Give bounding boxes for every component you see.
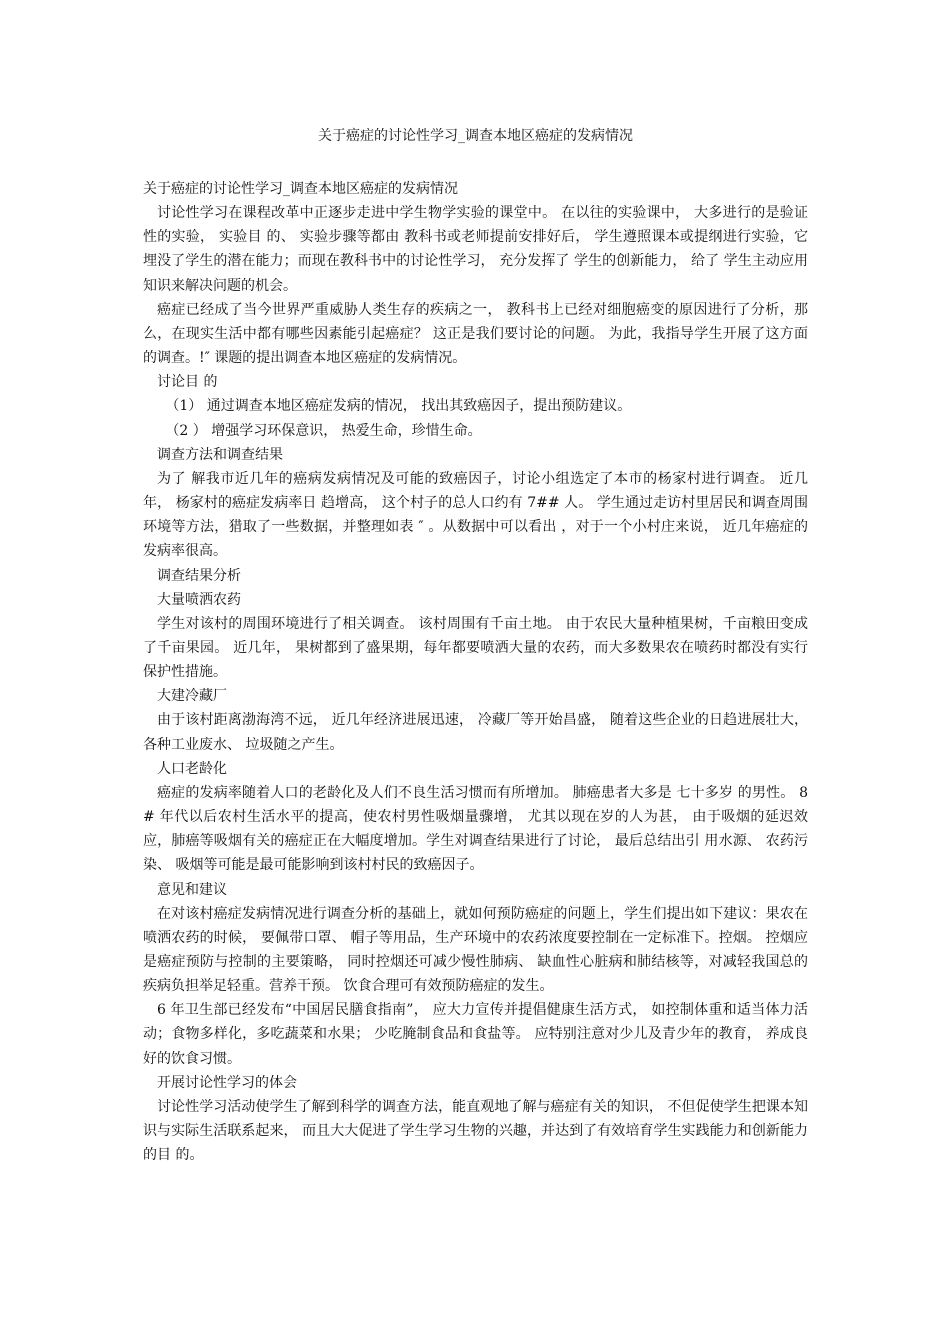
goal-item-1: （1） 通过调查本地区癌症发病的情况， 找出其致癌因子，提出预防建议。 — [165, 398, 632, 415]
reflection-heading: 开展讨论性学习的体会 — [157, 1074, 297, 1091]
aging-paragraph: 癌症的发病率随着人口的老龄化及人们不良生活习惯而有所增加。 肺癌患者大多是 七十多岁 的男性。 8# 年代以后农村生活水平的提高，使农村男性吸烟量骤增， 尤其以现在岁的人为甚， 由于吸烟的延迟效应，肺癌等吸烟有关的癌症正在大幅度增加。学生对调查结果进行了讨论， 最后总结出引 用水源、 农药污染、 吸烟等可能是最可能影响到该村村民的致癌因子。 — [143, 784, 808, 874]
advice-paragraph: 在对该村癌症发病情况进行调查分析的基础上，就如何预防癌症的问题上，学生们提出如下建议：果农在喷洒农药的时候， 要佩带口罩、 帽子等用品，生产环境中的农药浓度要控制在一定标准下。控烟。 控烟应是癌症预防与控制的主要策略， 同时控烟还可减少慢性肺病、 缺血性心脏病和肺结核等，对减轻我国总的疾病负担举足轻重。营养干预。 饮食合理可有效预防癌症的发生。 — [143, 905, 808, 995]
goal-heading: 讨论目 的 — [157, 374, 218, 391]
method-paragraph: 为了 解我市近几年的癌病发病情况及可能的致癌因子，讨论小组选定了本市的杨家村进行调查。 近几年， 杨家村的癌症发病率日 趋增高， 这个村子的总人口约有 7## 人。 学生通过走访村里居民和调查周围环境等方法，猎取了一些数据，并整理如表 ″ 。从数据中可以看出 ，对于一个小村庄来说， 近几年癌症的发病率很高。 — [143, 470, 808, 560]
document-body — [143, 177, 808, 1167]
intro-paragraph-1: 讨论性学习在课程改革中正逐步走进中学生物学实验的课堂中。 在以往的实验课中， 大多进行的是验证性的实验， 实验目 的、 实验步骤等都由 教科书或老师提前安排好后， 学生遵照课本或提纲进行实验，它埋没了学生的潜在能力；而现在教科书中的讨论性学习， 充分发挥了 学生的创新能力， 给了 学生主动应用知识来解决问题的机会。 — [143, 205, 808, 294]
goal-item-2: （2 ） 增强学习环保意识， 热爱生命，珍惜生命。 — [165, 422, 482, 439]
analysis-heading: 调查结果分析 — [157, 567, 241, 584]
subtitle: 关于癌症的讨论性学习_调查本地区癌症的发病情况 — [143, 181, 458, 197]
method-heading: 调查方法和调查结果 — [157, 446, 283, 463]
aging-heading: 人口老龄化 — [157, 760, 227, 777]
advice-heading: 意见和建议 — [157, 881, 227, 898]
pesticide-heading: 大量喷洒农药 — [157, 591, 241, 608]
document-title: 关于癌症的讨论性学习_调查本地区癌症的发病情况 — [318, 128, 633, 144]
dietary-guide-paragraph: 6 年卫生部已经发布“中国居民膳食指南”， 应大力宣传并提倡健康生活方式， 如控制体重和适当体力活动；食物多样化，多吃蔬菜和水果； 少吃腌制食品和食盐等。 应特别注意对少儿及青少年的教育， 养成良好的饮食习惯。 — [143, 1002, 808, 1067]
intro-paragraph-2: 癌症已经成了当今世界严重威胁人类生存的疾病之一， 教科书上已经对细胞癌变的原因进行了分析，那么，在现实生活中都有哪些因素能引起癌症？ 这正是我们要讨论的问题。 为此，我指导学生开展了这方面的调查。!″ 课题的提出调查本地区癌症的发病情况。 — [143, 301, 808, 367]
pesticide-paragraph: 学生对该村的周围环境进行了相关调查。 该村周围有千亩土地。 由于农民大量种植果树，千亩粮田变成了千亩果园。 近几年， 果树都到了盛果期，每年都要喷洒大量的农药，而大多数果农在喷药时都没有实行保护性措施。 — [143, 615, 808, 681]
cold-storage-paragraph: 由于该村距离渤海湾不远， 近几年经济进展迅速， 冷藏厂等开始昌盛， 随着这些企业的日趋进展壮大，各种工业废水、 垃圾随之产生。 — [143, 712, 808, 753]
cold-storage-heading: 大建冷藏厂 — [157, 688, 227, 705]
reflection-paragraph: 讨论性学习活动使学生了解到科学的调查方法，能直观地了解与癌症有关的知识， 不但促使学生把课本知识与实际生活联系起来， 而且大大促进了学生学习生物的兴趣，并达到了有效培育学生实践能力和创新能力的目 的。 — [143, 1098, 808, 1164]
